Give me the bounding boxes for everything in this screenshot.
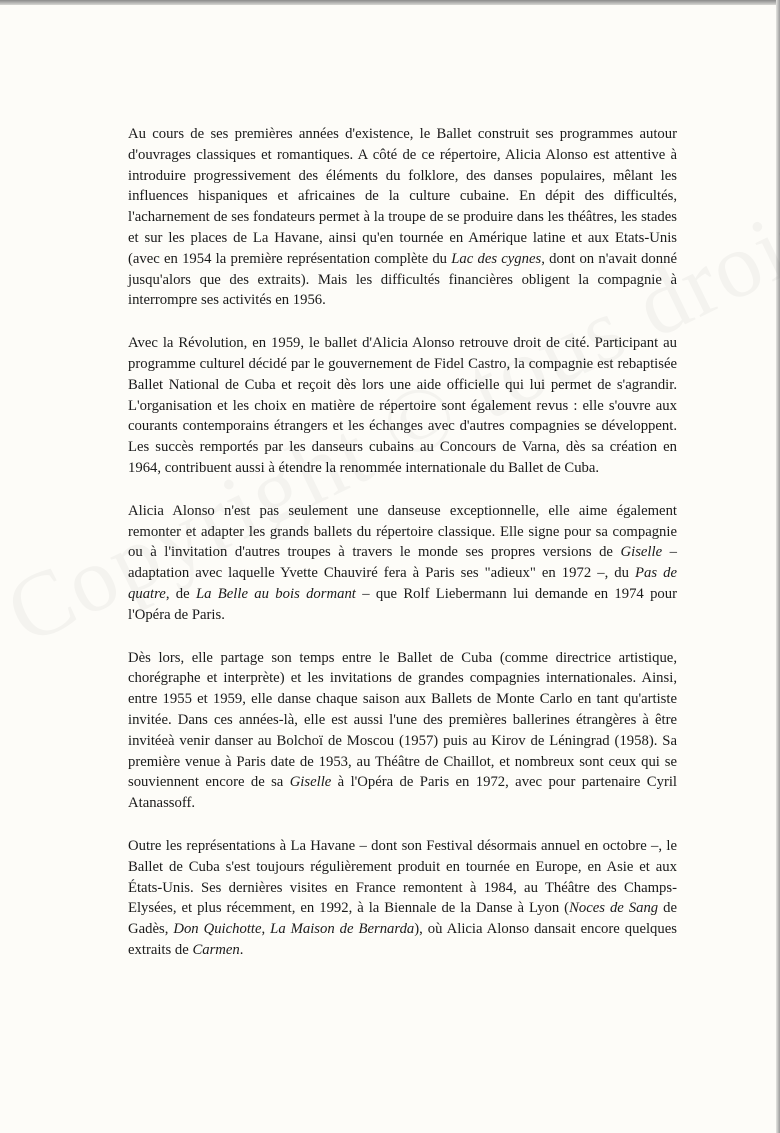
- scan-edge-right: [776, 0, 780, 1133]
- text-run: de Gadès,: [128, 900, 677, 938]
- text-run: Avec la Révolution, en 1959, le ballet d'Alicia Alonso retrouve droit de cité. Participant au programme culturel décidé par le gouvernement de Fidel Castro, la compagnie est rebaptisée Ballet National de Cuba et reçoit dès lors une aide officielle qui lui permet de s'agrandir. L'organisation et les choix en matière de répertoire sont également revus : elle s'ouvre aux courants contemporains étrangers et les échanges avec d'autres compagnies se développent. Les succès remportés par les danseurs cubains au Concours de Varna, dès sa création en 1964, contribuent aussi à étendre la renommée internationale du Ballet de Cuba.: [128, 335, 677, 476]
- text-run: , dont on n'avait donné jusqu'alors que des extraits). Mais les difficultés financières obligent la compagnie à interrompre ses activités en 1956.: [128, 250, 677, 309]
- paragraph-tours: [128, 836, 677, 961]
- text-run: Au cours de ses premières années d'existence, le Ballet construit ses programmes autour d'ouvrages classiques et romantiques. A côté de ce répertoire, Alicia Alonso est attentive à introduire progressivement des éléments du folklore, des danses populaires, mêlant les influences hispaniques et africaines de la culture cubaine. En dépit des difficultés, l'acharnement de ses fondateurs permet à la troupe de se produire dans les théâtres, les stades et sur les places de La Havane, ainsi qu'en tournée en Amérique latine et aux Etats-Unis (avec en 1954 la première représentation complète du: [128, 126, 677, 267]
- text-run: ,: [261, 921, 271, 938]
- paragraph-revolution: [128, 333, 677, 479]
- italic-title: Carmen: [192, 941, 240, 958]
- italic-title: La Belle au bois dormant: [195, 585, 356, 602]
- text-run: .: [239, 941, 244, 958]
- italic-title: Giselle: [620, 544, 663, 561]
- italic-title: Pas de quatre: [128, 565, 677, 602]
- text-run: ), où Alicia Alonso dansait encore quelques extraits de: [128, 921, 677, 958]
- text-run: – que Rolf Liebermann lui demande en 1974 pour l'Opéra de Paris.: [128, 585, 677, 623]
- text-run: à l'Opéra de Paris en 1972, avec pour partenaire Cyril Atanassoff.: [128, 774, 678, 812]
- italic-title: La Maison de Bernarda: [270, 921, 415, 938]
- text-run: Alicia Alonso n'est pas seulement une danseuse exceptionnelle, elle aime également remonter et adapter les grands ballets du répertoire classique. Elle signe pour sa compagnie ou à l'invitation d'autres troupes à travers le monde ses propres versions de: [128, 502, 677, 561]
- paragraph-choreographer: [128, 501, 677, 626]
- article-body: [128, 124, 677, 983]
- italic-title: Giselle: [289, 774, 332, 791]
- paragraph-international: [128, 648, 677, 814]
- text-run: – adaptation avec laquelle Yvette Chauviré fera à Paris ses "adieux" en 1972 –, du: [128, 544, 677, 582]
- scan-edge-top: [0, 0, 780, 5]
- italic-title: Noces de Sang: [569, 900, 659, 917]
- text-run: , de: [165, 585, 196, 602]
- paragraph-early-years: [128, 124, 677, 311]
- text-run: Outre les représentations à La Havane – dont son Festival désormais annuel en octobre –, le Ballet de Cuba s'est toujours régulièrement produit en tournée en Europe, en Asie et aux États-Unis. Ses dernières visites en France remontent à 1984, au Théâtre des Champs-Elysées, et plus récemment, en 1992, à la Biennale de la Danse à Lyon (: [128, 837, 677, 917]
- text-run: Dès lors, elle partage son temps entre le Ballet de Cuba (comme directrice artistique, chorégraphe et interprète) et les invitations de grandes compagnies internationales. Ainsi, entre 1955 et 1959, elle danse chaque saison aux Ballets de Monte Carlo en tant qu'artiste invitée. Dans ces années-là, elle est aussi l'une des premières ballerines étrangères à être invitéeà venir danser au Bolchoï de Moscou (1957) puis au Kirov de Léningrad (1958). Sa première venue à Paris date de 1953, au Théâtre de Chaillot, et nombreux sont ceux qui se souviennent encore de sa: [128, 649, 677, 791]
- italic-title: Lac des cygnes: [451, 250, 542, 267]
- italic-title: Don Quichotte: [173, 921, 262, 938]
